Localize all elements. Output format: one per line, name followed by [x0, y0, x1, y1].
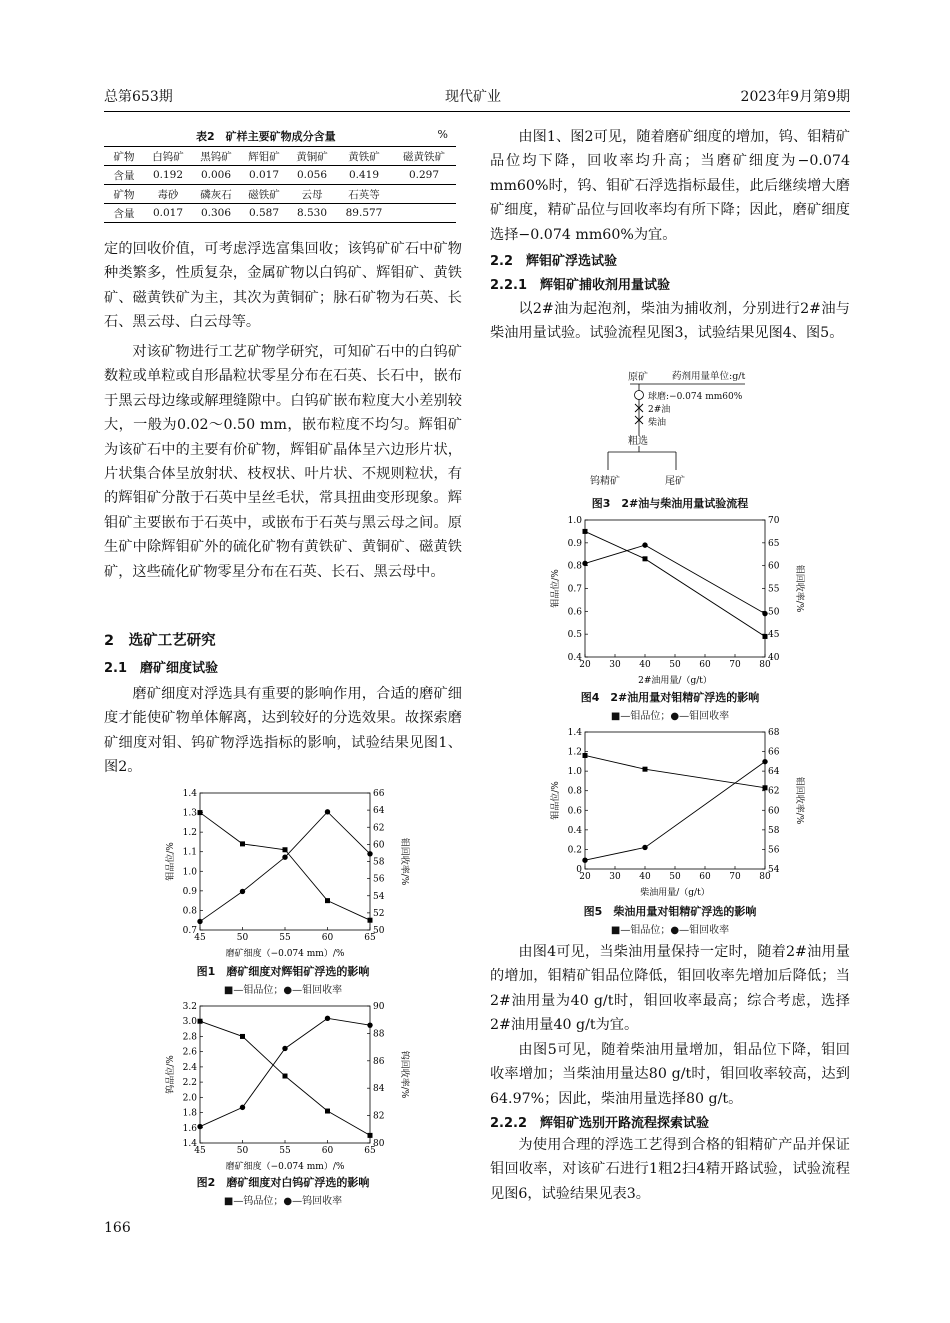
- y-tick-label: 1.4: [567, 728, 582, 738]
- y2-tick-label: 56: [768, 845, 780, 856]
- figure-2-chart: [160, 998, 410, 1173]
- data-point-circle: [642, 845, 647, 850]
- data-point-circle: [582, 561, 587, 566]
- running-header-date: 2023年9月第9期: [740, 89, 850, 105]
- y-axis-label: 钨品位/%: [166, 1055, 176, 1094]
- y2-tick-label: 62: [768, 786, 780, 797]
- data-point-square: [240, 841, 245, 846]
- y2-tick-label: 60: [768, 806, 780, 817]
- data-point-circle: [197, 1124, 202, 1129]
- y-axis-label: 钼品位/%: [551, 569, 561, 608]
- flow-tailings: 尾矿: [665, 476, 685, 487]
- x-tick-label: 80: [759, 872, 771, 882]
- y2-tick-label: 55: [768, 584, 780, 595]
- y2-tick-label: 65: [768, 538, 780, 549]
- table-cell: 0.587: [248, 207, 280, 219]
- data-point-circle: [240, 1105, 245, 1110]
- y-tick-label: 1.4: [182, 1139, 197, 1149]
- figure-1-legend: ■—钼品位；●—钼回收率: [223, 985, 343, 996]
- x-tick-label: 20: [579, 660, 591, 670]
- data-point-circle: [197, 919, 202, 924]
- table2-title: 表2 矿样主要矿物成分含量: [196, 130, 336, 143]
- x-tick-label: 45: [194, 933, 206, 943]
- left-paragraph-3: 磨矿细度对浮选具有重要的影响作用，合适的磨矿细度才能使矿物单体解离，达到较好的分选效果。故探索磨矿细度对钼、钨矿物浮选指标的影响，试验结果见图1、图2。: [104, 686, 462, 776]
- table-row: [104, 204, 456, 223]
- y-tick-label: 0.4: [567, 825, 582, 836]
- y2-tick-label: 45: [768, 630, 780, 641]
- y-tick-label: 1.1: [182, 847, 197, 858]
- y2-tick-label: 88: [373, 1029, 385, 1040]
- y2-tick-label: 50: [768, 607, 780, 618]
- x-tick-label: 50: [669, 660, 681, 670]
- x-tick-label: 40: [639, 872, 651, 882]
- x-tick-label: 65: [364, 1146, 376, 1156]
- data-point-circle: [582, 857, 587, 862]
- x-axis-label: 柴油用量/（g/t）: [640, 888, 710, 898]
- data-point-square: [325, 898, 330, 903]
- data-point-circle: [762, 611, 767, 616]
- table-cell: 矿物: [113, 150, 135, 163]
- plot-frame: [200, 793, 370, 930]
- x-tick-label: 30: [609, 872, 621, 882]
- y-tick-label: 1.8: [182, 1108, 197, 1119]
- y2-tick-label: 60: [373, 840, 385, 851]
- data-point-square: [763, 634, 768, 639]
- data-point-circle: [325, 1016, 330, 1021]
- y-tick-label: 1.2: [567, 747, 582, 758]
- x-tick-label: 70: [729, 872, 741, 882]
- page-number: 166: [104, 1220, 131, 1236]
- y-tick-label: 1.6: [182, 1123, 197, 1134]
- x-tick-label: 50: [236, 933, 249, 943]
- y2-axis-label: 钼回收率/%: [794, 776, 804, 825]
- y-tick-label: 3.0: [182, 1017, 197, 1028]
- section-2-2-1-heading: 2.2.1 辉钼矿捕收剂用量试验: [490, 278, 671, 293]
- y-tick-label: 0.9: [182, 886, 197, 897]
- table-cell: 毒砂: [157, 188, 179, 201]
- table-cell: [392, 204, 456, 223]
- table-cell: 黄铁矿: [348, 150, 380, 163]
- table2: [104, 128, 456, 223]
- y-tick-label: 1.4: [182, 789, 197, 799]
- legend-entry: ■—钼品位: [610, 711, 661, 722]
- y-tick-label: 0.8: [567, 561, 582, 572]
- y-tick-label: 1.0: [567, 516, 582, 526]
- legend-entry: ■—钼品位: [610, 925, 661, 936]
- y-axis-label: 钼品位/%: [166, 842, 176, 881]
- table-cell: 0.297: [408, 169, 440, 181]
- y-tick-label: 2.8: [182, 1032, 197, 1043]
- flow-concentrate: 钨精矿: [590, 476, 620, 487]
- y-tick-label: 3.2: [182, 1002, 197, 1012]
- y2-tick-label: 82: [373, 1111, 385, 1122]
- y-tick-label: 2.6: [182, 1047, 197, 1058]
- series-line-钼回收率: [585, 545, 765, 614]
- y2-tick-label: 54: [373, 891, 385, 902]
- y-tick-label: 0.2: [567, 845, 582, 856]
- table-cell: 黄铜矿: [296, 150, 328, 163]
- data-point-circle: [642, 542, 647, 547]
- y2-tick-label: 66: [373, 789, 385, 799]
- x-tick-label: 55: [279, 933, 291, 943]
- series-line-钼回收率: [585, 762, 765, 861]
- figure-2-caption: 图2 磨矿细度对白钨矿浮选的影响: [196, 1176, 370, 1189]
- y2-axis-label: 钼回收率/%: [399, 837, 409, 886]
- y2-tick-label: 52: [373, 908, 385, 919]
- y2-tick-label: 54: [768, 865, 780, 875]
- x-axis-label: 磨矿细度（−0.074 mm）/%: [225, 949, 345, 959]
- x-tick-label: 60: [699, 660, 711, 670]
- y2-tick-label: 86: [373, 1056, 385, 1067]
- data-point-square: [198, 1019, 203, 1024]
- table-cell: 0.056: [296, 169, 328, 181]
- right-paragraph-4: 由图5可见，随着柴油用量增加，钼品位下降，钼回收率增加；当柴油用量达80 g/t时，钼回收率较高，达到64.97%；因此，柴油用量选择80 g/t。: [490, 1042, 850, 1107]
- x-tick-label: 65: [364, 933, 376, 943]
- y-tick-label: 0.7: [182, 926, 197, 936]
- legend-entry: ●—钼回收率: [670, 925, 730, 936]
- y-tick-label: 1.2: [182, 828, 197, 839]
- section-2-2-2-heading: 2.2.2 辉钼矿选别开路流程探索试验: [490, 1116, 710, 1131]
- data-point-circle: [240, 889, 245, 894]
- data-point-circle: [367, 1022, 372, 1027]
- right-paragraph-3: 由图4可见，当柴油用量保持一定时，随着2#油用量的增加，钼精矿钼品位降低，钼回收率先增加后降低；当2#油用量为40 g/t时，钼回收率最高；综合考虑，选择2#油用量40 g/t为宜。: [490, 944, 850, 1034]
- y-tick-label: 1.0: [182, 867, 197, 878]
- table-cell: 云母: [301, 188, 323, 201]
- y-tick-label: 0.9: [567, 538, 582, 549]
- series-line-钨回收率: [200, 1018, 370, 1126]
- y2-tick-label: 70: [768, 516, 780, 526]
- y-axis-label: 钼品位/%: [551, 781, 561, 820]
- table-cell: 辉钼矿: [248, 150, 280, 163]
- y2-tick-label: 40: [768, 653, 780, 663]
- table-cell: 0.017: [152, 207, 184, 219]
- y-tick-label: 0.7: [567, 584, 582, 595]
- table-row: [104, 166, 456, 185]
- left-paragraph-2: 对该矿物进行工艺矿物学研究，可知矿石中的白钨矿数粒或单粒或自形晶粒状零星分布在石英、长石中，嵌布于黑云母边缘或解理缝隙中。白钨矿嵌布粒度大小差别较大，一般为0.02～0.50 mm，嵌布粒度不均匀。辉钼矿为该矿石中的主要有价矿物，辉钼矿晶体呈六边形片状，片状集合体呈放射状、枝杈状、叶片状、不规则粒状，有的辉钼矿分散于石英中呈丝毛状，常具扭曲变形现象。辉钼矿主要嵌布于石英中，或嵌布于石英与黑云母之间。原生矿中除辉钼矿外的硫化矿物有黄铁矿、黄铜矿、磁黄铁矿，这些硫化矿物零星分布在石英、长石、黑云母中。: [104, 344, 462, 580]
- data-point-circle: [762, 759, 767, 764]
- y2-tick-label: 90: [373, 1002, 385, 1012]
- table-cell: [392, 185, 456, 204]
- data-point-square: [583, 529, 588, 534]
- x-tick-label: 60: [321, 1146, 334, 1156]
- x-tick-label: 80: [759, 660, 771, 670]
- figure-5-caption: 图5 柴油用量对钼精矿浮选的影响: [583, 905, 757, 918]
- data-point-square: [583, 753, 588, 758]
- table-cell: 含量: [113, 207, 135, 220]
- data-point-square: [198, 810, 203, 815]
- y2-tick-label: 58: [768, 825, 780, 836]
- figure-4-chart: [545, 512, 805, 687]
- y2-tick-label: 50: [373, 926, 385, 936]
- y-tick-label: 0.8: [567, 786, 582, 797]
- flow-unit-note: 药剂用量单位:g/t: [672, 371, 746, 382]
- data-point-circle: [367, 851, 372, 856]
- table-cell: 0.017: [248, 169, 280, 181]
- y-tick-label: 0: [576, 865, 582, 875]
- y-tick-label: 0.5: [567, 630, 582, 641]
- y-tick-label: 0.8: [182, 906, 197, 917]
- x-axis-label: 2#油用量/（g/t）: [638, 676, 712, 686]
- y2-tick-label: 84: [373, 1084, 385, 1095]
- y2-axis-label: 钨回收率/%: [399, 1050, 409, 1099]
- table-cell: 0.192: [152, 169, 184, 181]
- flow-step-diesel: 柴油: [648, 418, 667, 428]
- flow-step-oil2: 2#油: [648, 405, 671, 415]
- legend-entry: ■—钼品位: [223, 985, 274, 996]
- x-tick-label: 50: [669, 872, 681, 882]
- table2-unit: %: [437, 128, 448, 141]
- table-cell: 含量: [113, 169, 135, 182]
- x-axis-label: 磨矿细度（−0.074 mm）/%: [225, 1162, 345, 1172]
- table-cell: 89.577: [345, 207, 383, 219]
- table-cell: 磁铁矿: [248, 188, 280, 201]
- section-2-1-heading: 2.1 磨矿细度试验: [104, 661, 219, 676]
- y-tick-label: 0.6: [567, 806, 582, 817]
- header-rule: [104, 111, 850, 112]
- y-tick-label: 1.3: [182, 808, 197, 819]
- figure-3-caption: 图3 2#油与柴油用量试验流程: [591, 497, 749, 510]
- data-point-square: [368, 918, 373, 923]
- x-tick-label: 45: [194, 1146, 206, 1156]
- ball-mill-icon: [635, 391, 644, 400]
- x-tick-label: 60: [699, 872, 711, 882]
- y-tick-label: 2.0: [182, 1093, 197, 1104]
- data-point-circle: [282, 1046, 287, 1051]
- y2-tick-label: 68: [768, 728, 780, 738]
- section-2-2-heading: 2.2 辉钼矿浮选试验: [490, 254, 618, 269]
- y2-tick-label: 64: [373, 806, 385, 817]
- table-row: [104, 185, 456, 204]
- figure-1-chart: [160, 785, 410, 960]
- table-row: [104, 147, 456, 166]
- flow-rougher: 粗选: [628, 436, 648, 447]
- figure-4-legend: ■—钼品位；●—钼回收率: [610, 711, 730, 722]
- x-tick-label: 30: [609, 660, 621, 670]
- y-tick-label: 1.0: [567, 767, 582, 778]
- left-paragraph-1: 定的回收价值，可考虑浮选富集回收；该钨矿矿石中矿物种类繁多，性质复杂，金属矿物以白钨矿、辉钼矿、黄铁矿、磁黄铁矿为主，其次为黄铜矿；脉石矿物为石英、长石、黑云母、白云母等。: [104, 241, 462, 331]
- running-header-issue: 总第653期: [104, 89, 173, 105]
- series-line-钼回收率: [200, 812, 370, 922]
- figure-1-caption: 图1 磨矿细度对辉钼矿浮选的影响: [196, 965, 370, 978]
- table2-grid: [104, 146, 456, 223]
- section-2-heading: 2 选矿工艺研究: [104, 633, 216, 649]
- y2-tick-label: 62: [373, 823, 385, 834]
- x-tick-label: 70: [729, 660, 741, 670]
- plot-frame: [585, 520, 765, 657]
- figure-5-chart: [545, 724, 805, 899]
- data-point-square: [283, 847, 288, 852]
- y2-tick-label: 64: [768, 767, 780, 778]
- series-line-钼品位: [585, 755, 765, 787]
- y-tick-label: 2.2: [182, 1078, 197, 1089]
- legend-entry: ●—钨回收率: [283, 1196, 343, 1207]
- y2-tick-label: 56: [373, 874, 385, 885]
- x-tick-label: 60: [321, 933, 334, 943]
- figure-2-legend: ■—钨品位；●—钨回收率: [223, 1196, 343, 1207]
- flow-ore: 原矿: [628, 372, 648, 383]
- right-paragraph-2: 以2#油为起泡剂，柴油为捕收剂，分别进行2#油与柴油用量试验。试验流程见图3，试验结果见图4、图5。: [490, 301, 850, 342]
- right-paragraph-1: 由图1、图2可见，随着磨矿细度的增加，钨、钼精矿品位均下降，回收率均升高；当磨矿细度为−0.074 mm60%时，钨、钼矿石浮选指标最佳，此后继续增大磨矿细度，精矿品位与回收率均有所下降；因此，磨矿细度选择−0.074 mm60%为宜。: [490, 129, 850, 243]
- right-paragraph-5: 为使用合理的浮选工艺得到合格的钼精矿产品并保证钼回收率，对该矿石进行1粗2扫4精开路试验，试验流程见图6，试验结果见表3。: [490, 1137, 850, 1202]
- data-point-circle: [282, 855, 287, 860]
- table-cell: 0.006: [200, 169, 232, 181]
- data-point-square: [283, 1074, 288, 1079]
- data-point-square: [325, 1109, 330, 1114]
- figure-4-caption: 图4 2#油用量对钼精矿浮选的影响: [580, 691, 760, 704]
- table-cell: 0.419: [348, 169, 380, 181]
- y-tick-label: 0.4: [567, 653, 582, 663]
- x-tick-label: 20: [579, 872, 591, 882]
- y-tick-label: 2.4: [182, 1062, 197, 1073]
- y2-tick-label: 80: [373, 1139, 385, 1149]
- y2-tick-label: 58: [373, 857, 385, 868]
- table-cell: 石英等: [348, 188, 380, 201]
- table-cell: 8.530: [296, 207, 328, 219]
- y2-axis-label: 钼回收率/%: [794, 564, 804, 613]
- data-point-square: [763, 785, 768, 790]
- table-cell: 0.306: [200, 207, 232, 219]
- table-cell: 黑钨矿: [200, 150, 232, 163]
- figure-5-legend: ■—钼品位；●—钼回收率: [610, 925, 730, 936]
- table-cell: 白钨矿: [152, 150, 184, 163]
- legend-entry: ●—钼回收率: [283, 985, 343, 996]
- plot-frame: [585, 732, 765, 869]
- flow-step-grinding: 球磨:−0.074 mm60%: [648, 392, 743, 402]
- y2-tick-label: 66: [768, 747, 780, 758]
- data-point-square: [240, 1034, 245, 1039]
- data-point-square: [643, 767, 648, 772]
- legend-entry: ●—钼回收率: [670, 711, 730, 722]
- x-tick-label: 50: [236, 1146, 249, 1156]
- x-tick-label: 55: [279, 1146, 291, 1156]
- table-cell: 磁黄铁矿: [403, 150, 445, 163]
- legend-entry: ■—钨品位: [223, 1196, 274, 1207]
- y2-tick-label: 60: [768, 561, 780, 572]
- running-header-journal: 现代矿业: [445, 89, 501, 105]
- x-tick-label: 40: [639, 660, 651, 670]
- data-point-square: [643, 556, 648, 561]
- series-line-钼品位: [585, 531, 765, 636]
- table-cell: 磷灰石: [200, 188, 232, 201]
- figure-3-flowchart: [560, 366, 790, 492]
- data-point-circle: [325, 809, 330, 814]
- table-cell: 矿物: [113, 188, 135, 201]
- data-point-square: [368, 1133, 373, 1138]
- y-tick-label: 0.6: [567, 607, 582, 618]
